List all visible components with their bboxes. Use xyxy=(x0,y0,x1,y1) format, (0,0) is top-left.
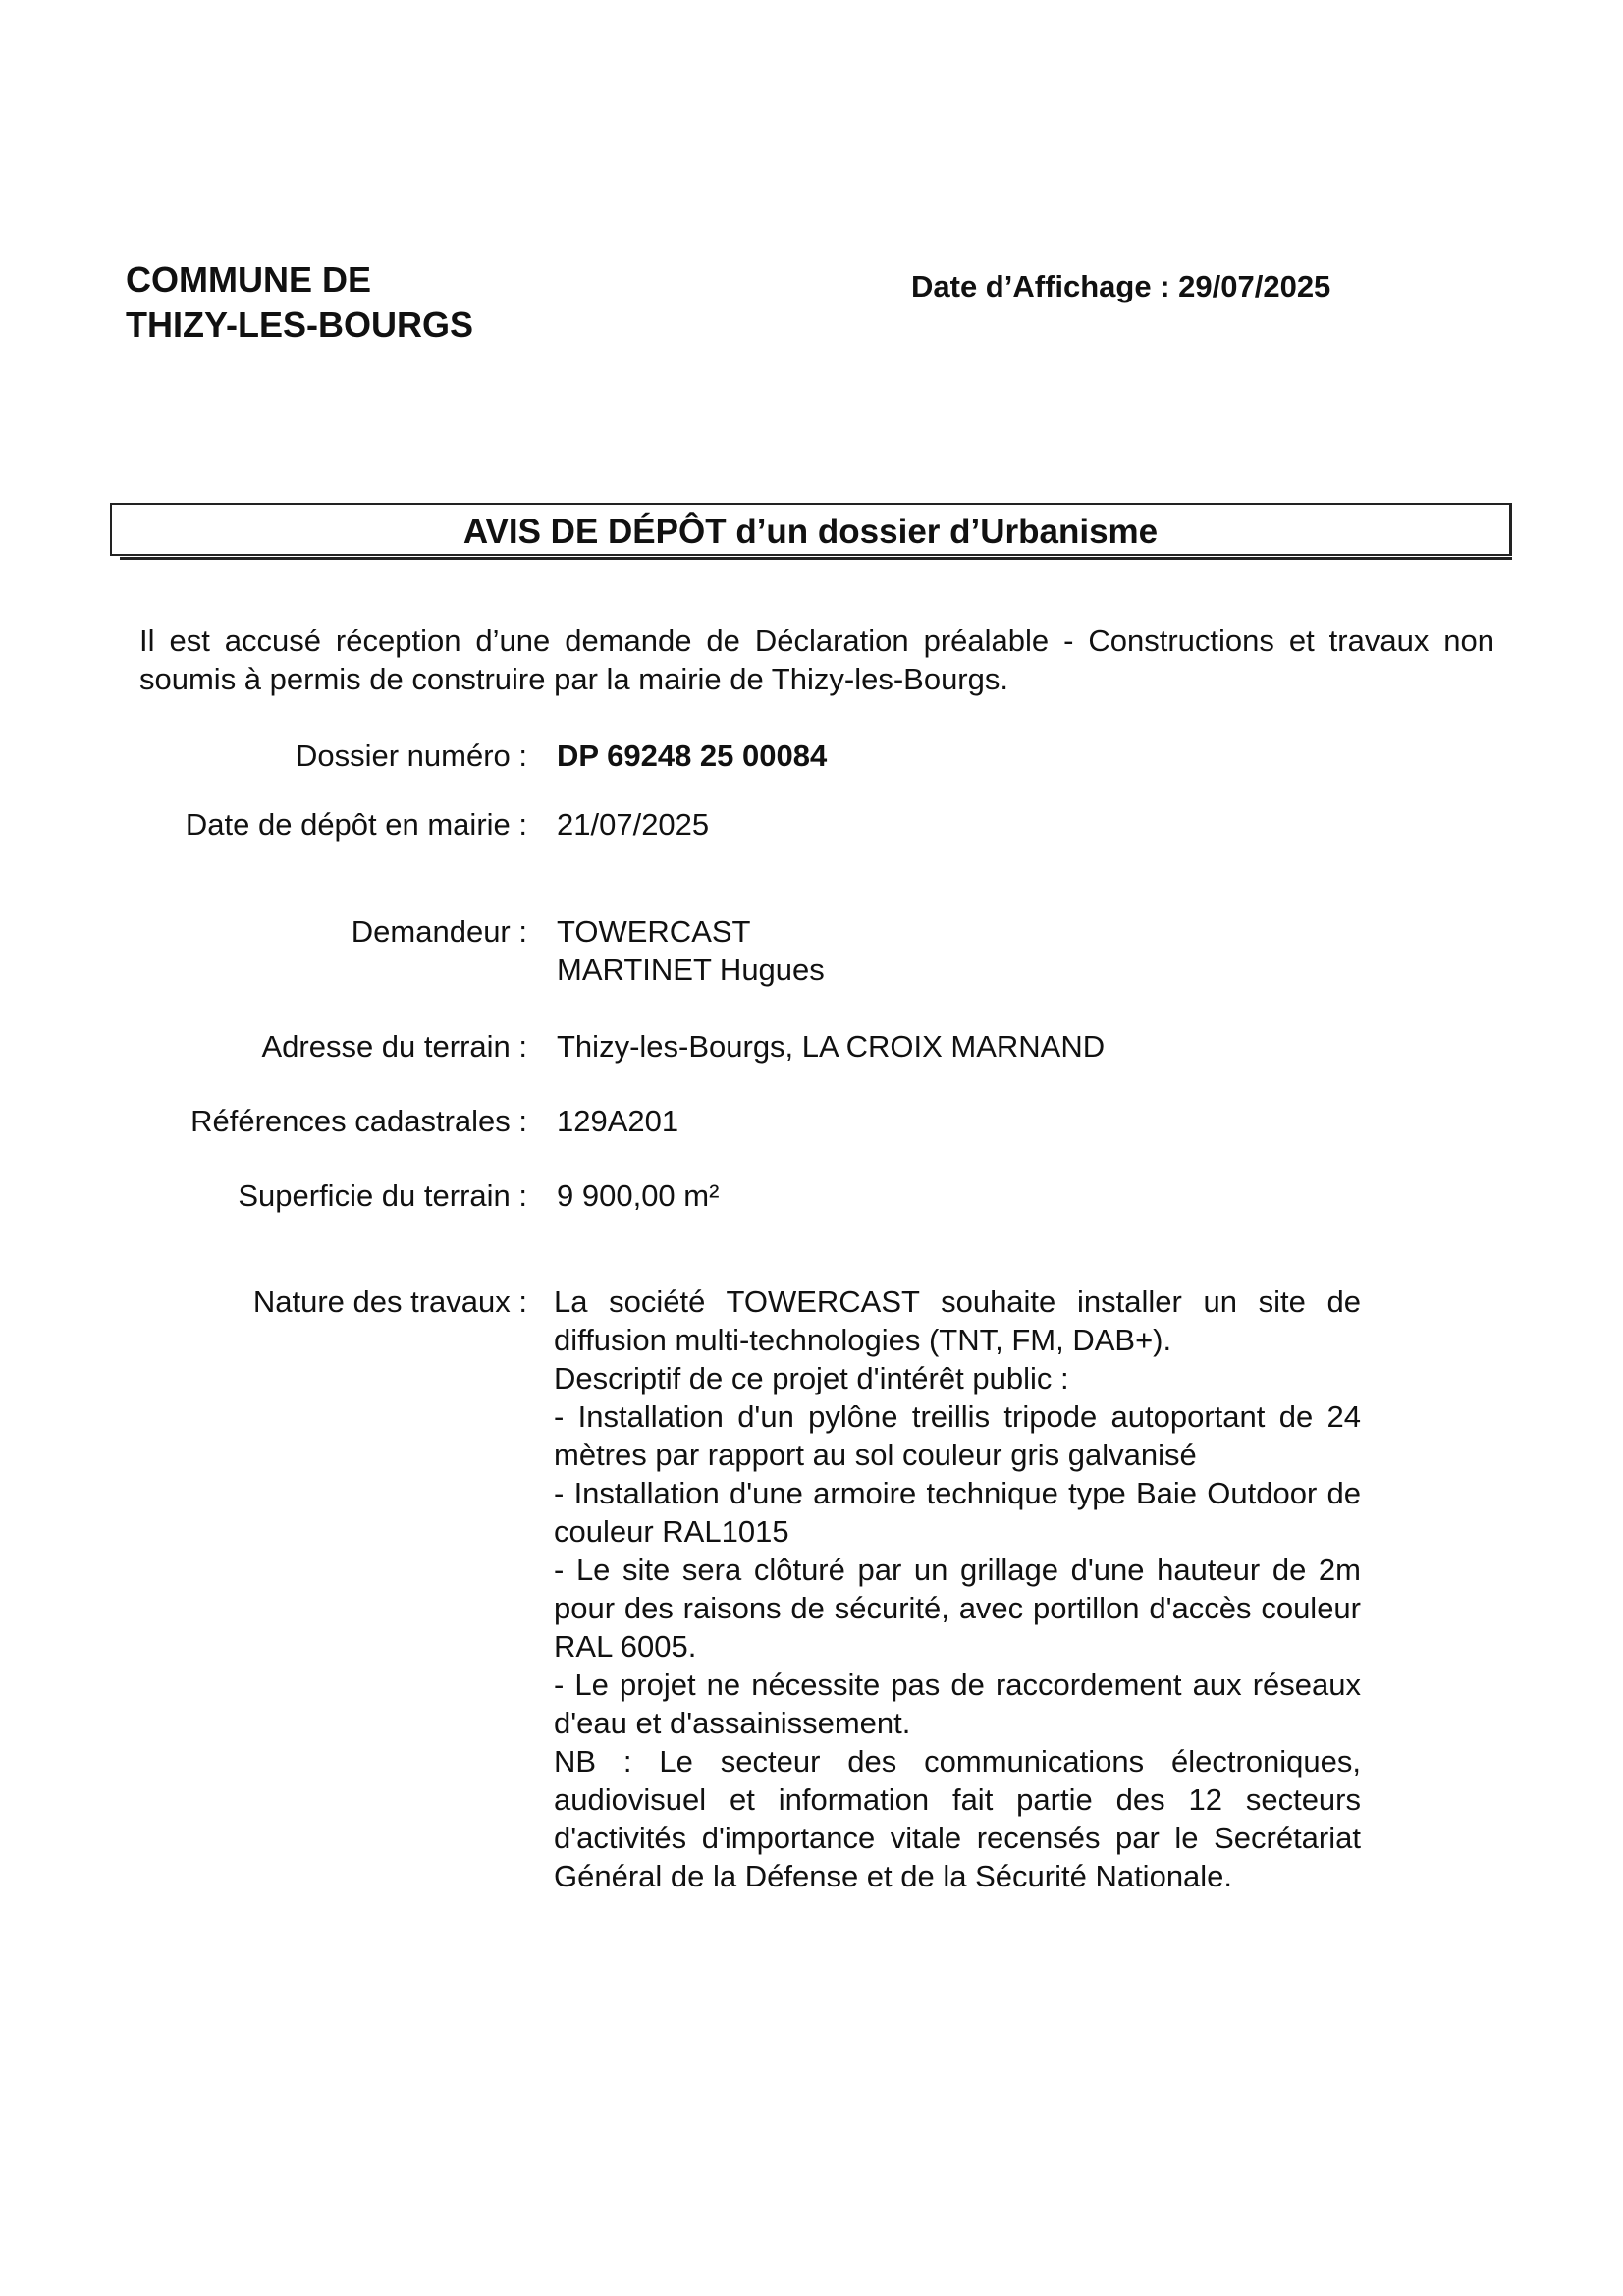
nature-paragraph: - Le site sera clôturé par un grillage d'une hauteur de 2m pour des raisons de sécurité, avec portillon d'accès couleur RAL 6005. xyxy=(554,1553,1361,1664)
commune-line-2: THIZY-LES-BOURGS xyxy=(126,304,474,345)
date-affichage: Date d’Affichage : 29/07/2025 xyxy=(911,269,1331,303)
nature-paragraph: - Le projet ne nécessite pas de raccordement aux réseaux d'eau et d'assainissement. xyxy=(554,1667,1361,1740)
adresse-label: Adresse du terrain : xyxy=(261,1029,527,1064)
commune-line-1: COMMUNE DE xyxy=(126,259,371,300)
demandeur-label: Demandeur : xyxy=(351,914,527,949)
intro-paragraph: Il est accusé réception d’une demande de Déclaration préalable - Constructions et travaux non soumis à permis de construire par la mairie de Thizy-les-Bourgs. xyxy=(139,624,1494,696)
nature-paragraph: - Installation d'une armoire technique type Baie Outdoor de couleur RAL1015 xyxy=(554,1476,1361,1549)
demandeur-value-line-2: MARTINET Hugues xyxy=(557,953,825,987)
nature-nb-paragraph: NB : Le secteur des communications électroniques, audiovisuel et information fait partie des 12 secteurs d'activités d'importance vitale recensés par le Secrétariat Général de la Défense et de la Sécurité Nationale. xyxy=(554,1744,1361,1893)
nature-description xyxy=(554,1283,1361,1895)
date-depot-label: Date de dépôt en mairie : xyxy=(185,807,527,842)
nature-label: Nature des travaux : xyxy=(252,1285,527,1319)
nature-paragraph: Descriptif de ce projet d'intérêt public : xyxy=(554,1361,1069,1395)
nature-paragraph: - Installation d'un pylône treillis tripode autoportant de 24 mètres par rapport au sol couleur gris galvanisé xyxy=(554,1399,1361,1472)
nature-paragraph: La société TOWERCAST souhaite installer un site de diffusion multi-technologies (TNT, FM, DAB+). xyxy=(554,1285,1361,1357)
adresse-value: Thizy-les-Bourgs, LA CROIX MARNAND xyxy=(557,1029,1106,1064)
dossier-label: Dossier numéro : xyxy=(295,738,527,773)
demandeur-value-line-1: TOWERCAST xyxy=(557,914,751,949)
references-label: Références cadastrales : xyxy=(190,1104,527,1138)
superficie-label: Superficie du terrain : xyxy=(238,1178,527,1213)
title-box xyxy=(110,503,1512,556)
commune-name xyxy=(126,257,473,348)
superficie-value: 9 900,00 m² xyxy=(557,1178,720,1213)
dossier-value: DP 69248 25 00084 xyxy=(557,738,828,773)
references-value: 129A201 xyxy=(557,1104,679,1138)
page-title: AVIS DE DÉPÔT d’un dossier d’Urbanisme xyxy=(462,513,1159,551)
date-depot-value: 21/07/2025 xyxy=(557,807,710,842)
